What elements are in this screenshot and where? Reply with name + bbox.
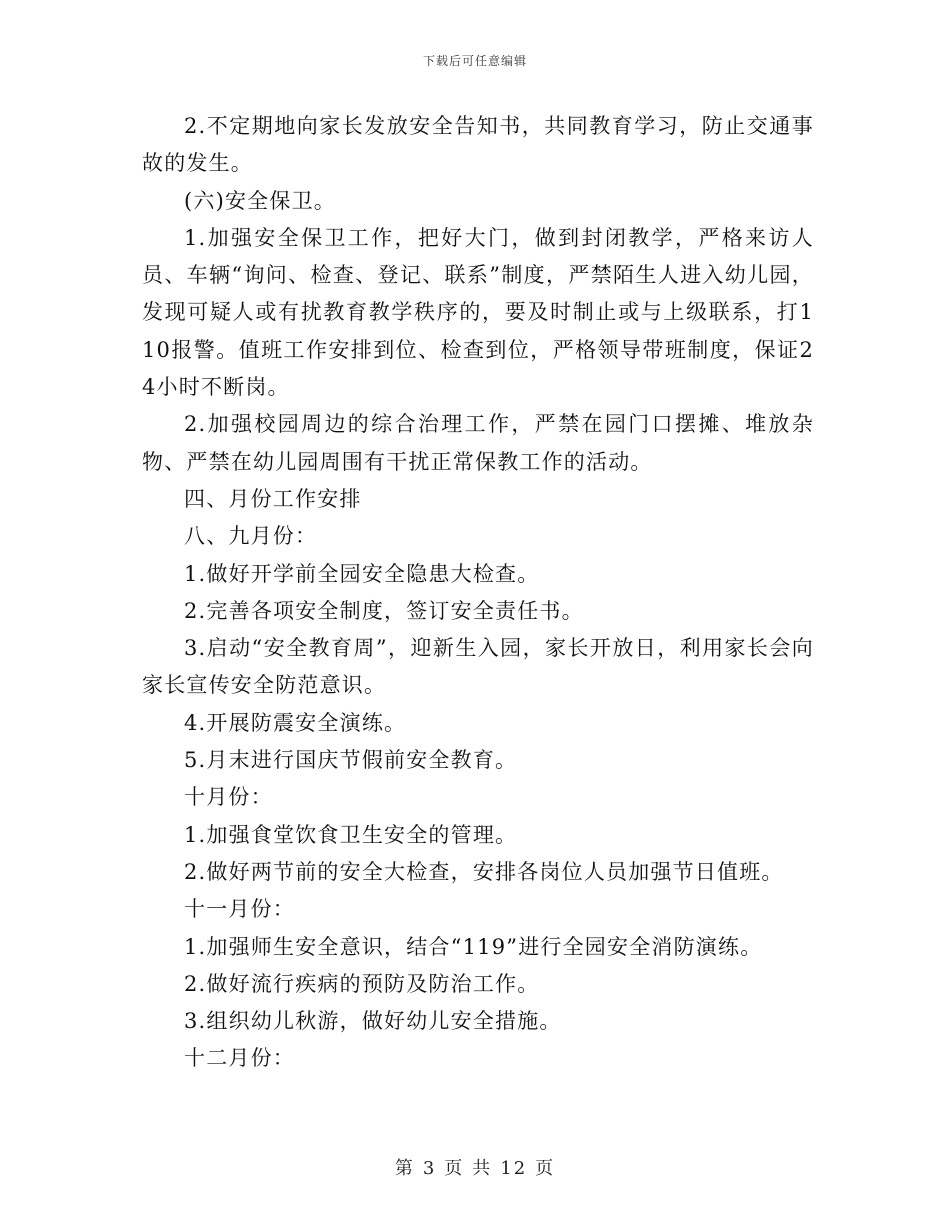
footer-page-word: 页 xyxy=(444,1158,465,1179)
list-item: 2.做好流行疾病的预防及防治工作。 xyxy=(184,971,540,996)
list-item: 1.加强食堂饮食卫生安全的管理。 xyxy=(184,822,518,847)
footer-suffix: 页 xyxy=(535,1158,556,1179)
list-item: 3.组织幼儿秋游，做好幼儿安全措施。 xyxy=(184,1009,562,1034)
list-item: 3.启动“安全教育周”，迎新生入园，家长开放日，利用家长会向家长宣传安全防范意识。 xyxy=(142,636,814,698)
page-header: 下载后可任意编辑 xyxy=(422,54,527,68)
list-item: 2.完善各项安全制度，签订安全责任书。 xyxy=(184,598,584,623)
list-item: 5.月末进行国庆节假前安全教育。 xyxy=(184,748,518,773)
month-heading: 十一月份： xyxy=(184,897,295,922)
paragraph: 2.不定期地向家长发放安全告知书，共同教育学习，防止交通事故的发生。 xyxy=(142,114,814,176)
month-heading: 十月份： xyxy=(184,785,273,810)
footer-prefix: 第 xyxy=(394,1158,415,1179)
list-item: 4.开展防震安全演练。 xyxy=(184,710,407,735)
section-heading: 四、月份工作安排 xyxy=(184,486,362,511)
page-footer xyxy=(0,1154,950,1180)
month-heading: 十二月份： xyxy=(184,1046,295,1071)
paragraph: 2.加强校园周边的综合治理工作，严禁在园门口摆摊、堆放杂物、严禁在幼儿园周围有干扰正常保教工作的活动。 xyxy=(142,412,814,474)
total-pages-number: 12 xyxy=(500,1158,528,1179)
current-page-number: 3 xyxy=(422,1158,437,1179)
document-body xyxy=(142,108,814,1078)
list-item: 1.加强师生安全意识，结合“119”进行全园安全消防演练。 xyxy=(184,934,763,959)
paragraph: 1.加强安全保卫工作，把好大门，做到封闭教学，严格来访人员、车辆“询问、检查、登记、联系”制度，严禁陌生人进入幼儿园，发现可疑人或有扰教育教学秩序的，要及时制止或与上级联系，打110报警。值班工作安排到位、检查到位，严格领导带班制度，保证24小时不断岗。 xyxy=(142,225,814,400)
list-item: 2.做好两节前的安全大检查，安排各岗位人员加强节日值班。 xyxy=(184,859,784,884)
section-heading: (六)安全保卫。 xyxy=(184,188,336,213)
month-heading: 八、九月份： xyxy=(184,524,318,549)
footer-total-word: 共 xyxy=(472,1158,493,1179)
list-item: 1.做好开学前全园安全隐患大检查。 xyxy=(184,561,540,586)
